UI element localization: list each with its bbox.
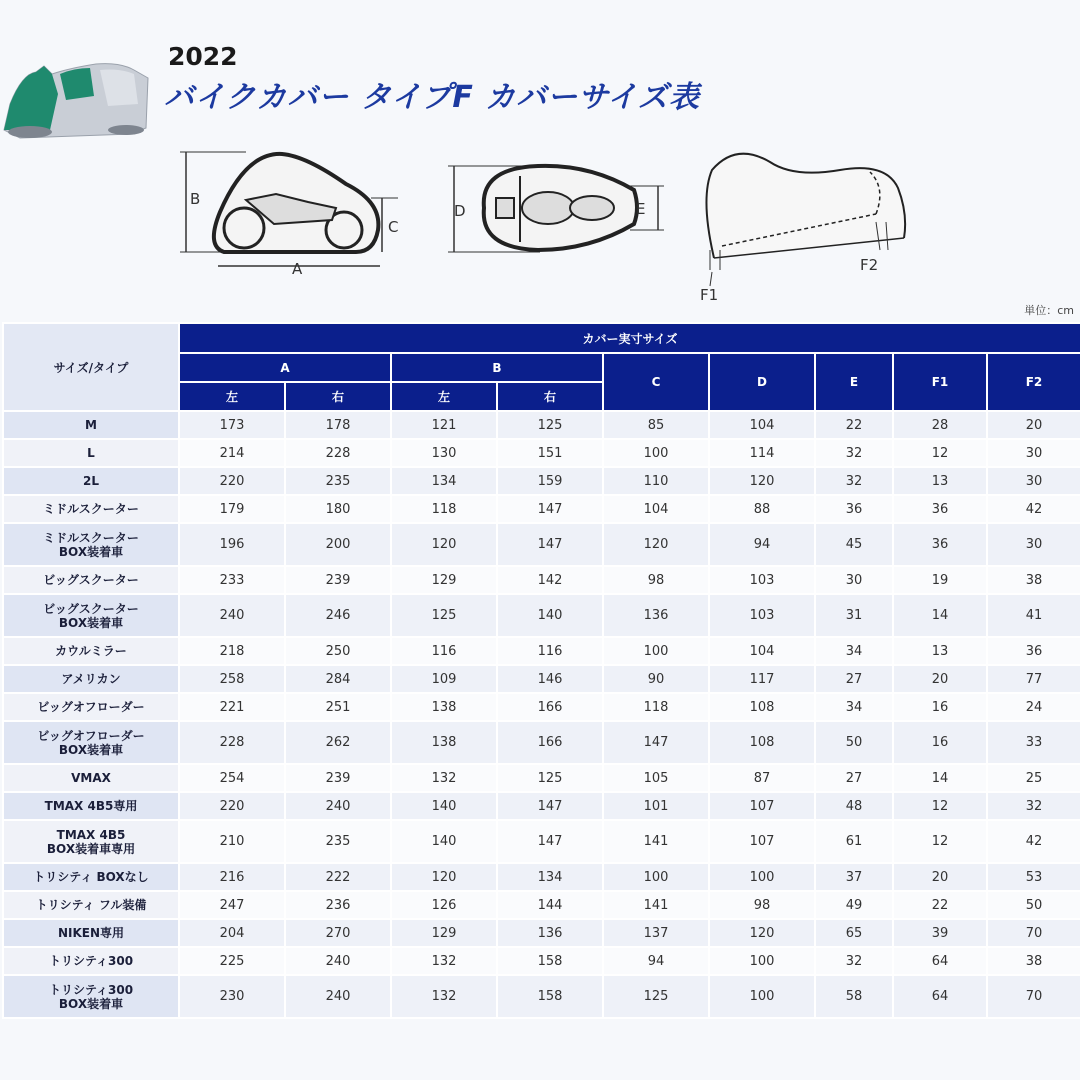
table-cell: 239	[285, 566, 391, 594]
table-cell: 98	[603, 566, 709, 594]
table-cell: 262	[285, 721, 391, 764]
table-cell: 104	[709, 411, 815, 439]
table-cell: 50	[815, 721, 893, 764]
table-cell: 13	[893, 637, 987, 665]
table-cell: 136	[603, 594, 709, 637]
table-cell: 180	[285, 495, 391, 523]
row-label: L	[3, 439, 179, 467]
table-cell: 103	[709, 594, 815, 637]
table-cell: 30	[987, 439, 1080, 467]
table-cell: 125	[603, 975, 709, 1018]
table-cell: 100	[603, 637, 709, 665]
table-cell: 100	[709, 947, 815, 975]
table-cell: 239	[285, 764, 391, 792]
table-cell: 120	[391, 863, 497, 891]
table-cell: 132	[391, 975, 497, 1018]
table-cell: 65	[815, 919, 893, 947]
table-cell: 120	[709, 467, 815, 495]
table-cell: 32	[815, 947, 893, 975]
table-cell: 37	[815, 863, 893, 891]
table-cell: 179	[179, 495, 285, 523]
table-row	[3, 637, 1080, 665]
table-row	[3, 411, 1080, 439]
table-row	[3, 523, 1080, 566]
table-cell: 254	[179, 764, 285, 792]
table-cell: 228	[179, 721, 285, 764]
table-cell: 158	[497, 975, 603, 1018]
table-cell: 151	[497, 439, 603, 467]
table-cell: 138	[391, 693, 497, 721]
table-cell: 39	[893, 919, 987, 947]
table-cell: 240	[285, 792, 391, 820]
table-cell: 144	[497, 891, 603, 919]
table-cell: 173	[179, 411, 285, 439]
table-cell: 125	[497, 411, 603, 439]
table-cell: 105	[603, 764, 709, 792]
table-cell: 120	[709, 919, 815, 947]
table-cell: 200	[285, 523, 391, 566]
table-row	[3, 439, 1080, 467]
table-row	[3, 693, 1080, 721]
table-cell: 58	[815, 975, 893, 1018]
table-cell: 158	[497, 947, 603, 975]
table-cell: 147	[497, 820, 603, 863]
col-header-d: D	[709, 353, 815, 411]
sub-header-a-left: 左	[179, 382, 285, 411]
table-cell: 107	[709, 820, 815, 863]
table-cell: 32	[815, 439, 893, 467]
table-cell: 134	[497, 863, 603, 891]
table-cell: 141	[603, 891, 709, 919]
table-cell: 13	[893, 467, 987, 495]
table-cell: 117	[709, 665, 815, 693]
table-cell: 132	[391, 764, 497, 792]
table-cell: 85	[603, 411, 709, 439]
table-cell: 100	[709, 863, 815, 891]
dim-label-c: C	[388, 218, 399, 236]
table-cell: 33	[987, 721, 1080, 764]
row-label: 2L	[3, 467, 179, 495]
table-cell: 270	[285, 919, 391, 947]
table-cell: 22	[893, 891, 987, 919]
table-row	[3, 594, 1080, 637]
group-header: カバー実寸サイズ	[179, 323, 1080, 353]
table-cell: 36	[893, 523, 987, 566]
table-cell: 41	[987, 594, 1080, 637]
table-cell: 34	[815, 637, 893, 665]
table-row	[3, 721, 1080, 764]
sub-header-a-right: 右	[285, 382, 391, 411]
table-cell: 147	[497, 523, 603, 566]
table-cell: 61	[815, 820, 893, 863]
row-label: ビッグスクーター BOX装着車	[3, 594, 179, 637]
table-cell: 118	[391, 495, 497, 523]
table-cell: 147	[603, 721, 709, 764]
table-cell: 103	[709, 566, 815, 594]
table-cell: 235	[285, 820, 391, 863]
table-cell: 94	[603, 947, 709, 975]
col-header-a: A	[179, 353, 391, 382]
table-row	[3, 975, 1080, 1018]
table-cell: 16	[893, 693, 987, 721]
table-cell: 147	[497, 495, 603, 523]
table-cell: 70	[987, 919, 1080, 947]
table-cell: 114	[709, 439, 815, 467]
table-cell: 30	[987, 523, 1080, 566]
table-cell: 126	[391, 891, 497, 919]
table-cell: 284	[285, 665, 391, 693]
row-label: NIKEN専用	[3, 919, 179, 947]
table-cell: 88	[709, 495, 815, 523]
table-cell: 120	[603, 523, 709, 566]
row-label: トリシティ BOXなし	[3, 863, 179, 891]
table-cell: 30	[987, 467, 1080, 495]
table-cell: 247	[179, 891, 285, 919]
table-cell: 32	[987, 792, 1080, 820]
table-cell: 246	[285, 594, 391, 637]
table-cell: 218	[179, 637, 285, 665]
table-cell: 125	[391, 594, 497, 637]
table-cell: 166	[497, 721, 603, 764]
table-cell: 166	[497, 693, 603, 721]
table-cell: 221	[179, 693, 285, 721]
table-cell: 140	[497, 594, 603, 637]
table-cell: 12	[893, 820, 987, 863]
table-cell: 147	[497, 792, 603, 820]
table-cell: 222	[285, 863, 391, 891]
cover-perspective-diagram	[690, 138, 920, 308]
col-header-e: E	[815, 353, 893, 411]
table-cell: 214	[179, 439, 285, 467]
page-title: バイクカバー タイプF カバーサイズ表	[164, 80, 700, 115]
table-cell: 235	[285, 467, 391, 495]
table-cell: 136	[497, 919, 603, 947]
table-cell: 240	[285, 947, 391, 975]
page-header	[0, 0, 1080, 140]
col-header-c: C	[603, 353, 709, 411]
table-cell: 130	[391, 439, 497, 467]
table-cell: 64	[893, 975, 987, 1018]
table-cell: 104	[603, 495, 709, 523]
table-row	[3, 820, 1080, 863]
table-cell: 36	[815, 495, 893, 523]
table-cell: 108	[709, 693, 815, 721]
table-cell: 140	[391, 820, 497, 863]
sub-header-b-right: 右	[497, 382, 603, 411]
table-cell: 250	[285, 637, 391, 665]
table-cell: 24	[987, 693, 1080, 721]
table-cell: 220	[179, 792, 285, 820]
bike-cover-picture	[0, 34, 150, 144]
table-cell: 236	[285, 891, 391, 919]
table-cell: 14	[893, 594, 987, 637]
col-header-f1: F1	[893, 353, 987, 411]
table-cell: 94	[709, 523, 815, 566]
table-body	[3, 411, 1080, 1018]
row-label: トリシティ300	[3, 947, 179, 975]
table-row	[3, 665, 1080, 693]
table-cell: 34	[815, 693, 893, 721]
table-cell: 220	[179, 467, 285, 495]
table-cell: 28	[893, 411, 987, 439]
table-cell: 104	[709, 637, 815, 665]
sub-header-b-left: 左	[391, 382, 497, 411]
table-row	[3, 947, 1080, 975]
table-cell: 109	[391, 665, 497, 693]
table-cell: 107	[709, 792, 815, 820]
table-cell: 159	[497, 467, 603, 495]
table-cell: 64	[893, 947, 987, 975]
row-label: M	[3, 411, 179, 439]
dim-label-d: D	[454, 202, 466, 220]
year-label: 2022	[168, 42, 238, 71]
table-cell: 70	[987, 975, 1080, 1018]
table-cell: 14	[893, 764, 987, 792]
table-cell: 116	[497, 637, 603, 665]
row-label: ビッグオフローダー BOX装着車	[3, 721, 179, 764]
table-cell: 196	[179, 523, 285, 566]
table-cell: 25	[987, 764, 1080, 792]
table-cell: 129	[391, 919, 497, 947]
dim-label-b: B	[190, 190, 201, 208]
table-cell: 210	[179, 820, 285, 863]
table-cell: 240	[285, 975, 391, 1018]
table-cell: 146	[497, 665, 603, 693]
table-row	[3, 764, 1080, 792]
row-label: ミドルスクーター	[3, 495, 179, 523]
table-cell: 101	[603, 792, 709, 820]
table-cell: 228	[285, 439, 391, 467]
table-cell: 142	[497, 566, 603, 594]
table-cell: 216	[179, 863, 285, 891]
table-cell: 36	[987, 637, 1080, 665]
table-cell: 50	[987, 891, 1080, 919]
row-label: TMAX 4B5 BOX装着車専用	[3, 820, 179, 863]
unit-label: 単位：cm	[1024, 304, 1074, 317]
table-cell: 45	[815, 523, 893, 566]
table-cell: 77	[987, 665, 1080, 693]
table-cell: 12	[893, 439, 987, 467]
table-row	[3, 792, 1080, 820]
table-cell: 16	[893, 721, 987, 764]
table-row	[3, 891, 1080, 919]
table-cell: 100	[709, 975, 815, 1018]
table-cell: 31	[815, 594, 893, 637]
table-cell: 129	[391, 566, 497, 594]
col-header-b: B	[391, 353, 603, 382]
table-cell: 30	[815, 566, 893, 594]
side-view-diagram	[176, 140, 406, 280]
row-label: トリシティ フル装備	[3, 891, 179, 919]
table-cell: 258	[179, 665, 285, 693]
dim-label-f2: F2	[860, 256, 879, 274]
table-cell: 120	[391, 523, 497, 566]
table-row	[3, 495, 1080, 523]
top-view-diagram	[440, 150, 680, 260]
row-label: トリシティ300 BOX装着車	[3, 975, 179, 1018]
table-cell: 53	[987, 863, 1080, 891]
row-label: カウルミラー	[3, 637, 179, 665]
table-cell: 42	[987, 820, 1080, 863]
table-cell: 140	[391, 792, 497, 820]
table-cell: 110	[603, 467, 709, 495]
table-cell: 134	[391, 467, 497, 495]
table-cell: 233	[179, 566, 285, 594]
table-cell: 230	[179, 975, 285, 1018]
table-row	[3, 919, 1080, 947]
table-cell: 98	[709, 891, 815, 919]
table-cell: 108	[709, 721, 815, 764]
table-row	[3, 467, 1080, 495]
corner-header: サイズ/タイプ	[3, 323, 179, 411]
table-cell: 118	[603, 693, 709, 721]
table-cell: 121	[391, 411, 497, 439]
row-label: アメリカン	[3, 665, 179, 693]
table-cell: 22	[815, 411, 893, 439]
row-label: ビッグスクーター	[3, 566, 179, 594]
table-cell: 225	[179, 947, 285, 975]
table-cell: 20	[893, 665, 987, 693]
dim-label-a: A	[292, 260, 303, 278]
table-cell: 48	[815, 792, 893, 820]
table-cell: 12	[893, 792, 987, 820]
table-cell: 49	[815, 891, 893, 919]
dim-label-f1: F1	[700, 286, 719, 304]
table-cell: 100	[603, 863, 709, 891]
table-cell: 251	[285, 693, 391, 721]
dim-label-e: E	[636, 200, 646, 218]
table-cell: 87	[709, 764, 815, 792]
row-label: ビッグオフローダー	[3, 693, 179, 721]
table-cell: 32	[815, 467, 893, 495]
table-cell: 132	[391, 947, 497, 975]
row-label: ミドルスクーター BOX装着車	[3, 523, 179, 566]
table-cell: 204	[179, 919, 285, 947]
table-cell: 20	[987, 411, 1080, 439]
table-cell: 42	[987, 495, 1080, 523]
table-row	[3, 863, 1080, 891]
table-cell: 138	[391, 721, 497, 764]
table-cell: 27	[815, 764, 893, 792]
size-table	[2, 322, 1080, 1019]
table-cell: 125	[497, 764, 603, 792]
table-cell: 38	[987, 947, 1080, 975]
table-cell: 178	[285, 411, 391, 439]
table-row	[3, 566, 1080, 594]
table-cell: 116	[391, 637, 497, 665]
table-cell: 36	[893, 495, 987, 523]
table-cell: 141	[603, 820, 709, 863]
row-label: TMAX 4B5専用	[3, 792, 179, 820]
table-cell: 38	[987, 566, 1080, 594]
table-cell: 20	[893, 863, 987, 891]
table-cell: 27	[815, 665, 893, 693]
row-label: VMAX	[3, 764, 179, 792]
table-cell: 100	[603, 439, 709, 467]
table-cell: 90	[603, 665, 709, 693]
table-cell: 240	[179, 594, 285, 637]
table-cell: 137	[603, 919, 709, 947]
col-header-f2: F2	[987, 353, 1080, 411]
table-cell: 19	[893, 566, 987, 594]
